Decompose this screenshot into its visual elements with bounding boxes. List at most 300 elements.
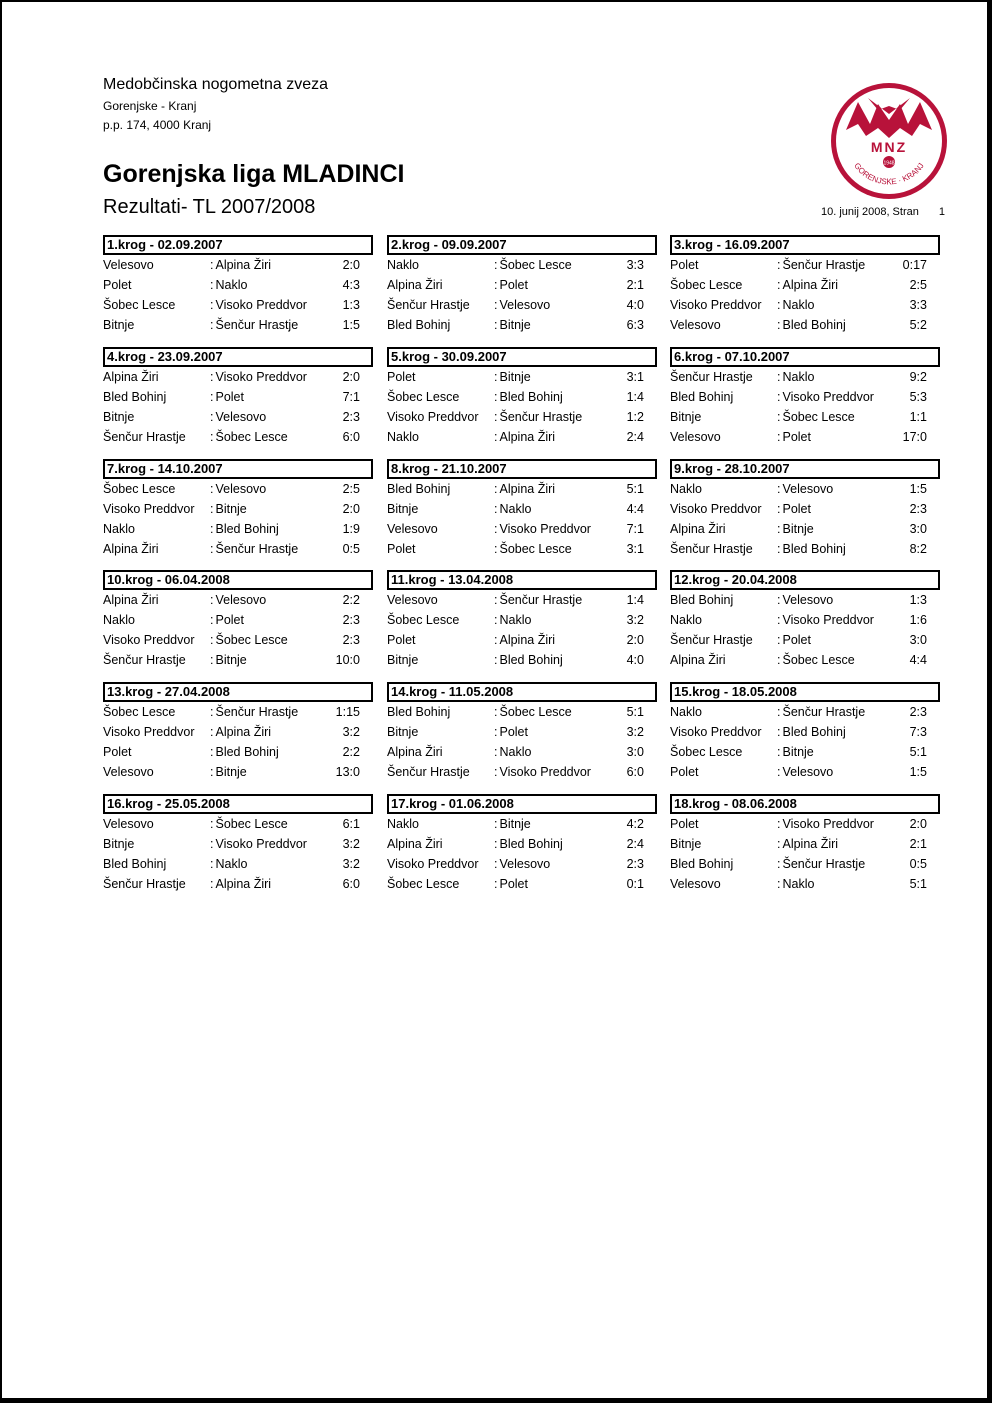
match-row (387, 519, 657, 539)
away-team: : Naklo (494, 610, 531, 630)
match-row (670, 479, 940, 499)
round-block (103, 347, 373, 447)
home-team: Bitnje (387, 502, 419, 516)
away-team: : Šobec Lesce (210, 630, 288, 650)
away-team: : Polet (777, 499, 811, 519)
match-row (387, 407, 657, 427)
match-row (387, 722, 657, 742)
home-team: Bitnje (103, 837, 135, 851)
match-row (387, 427, 657, 447)
round-block (670, 347, 940, 447)
home-team: Šobec Lesce (387, 613, 460, 627)
away-team: : Velesovo (777, 762, 833, 782)
home-team: Alpina Žiri (103, 542, 159, 556)
match-score: 5:1 (626, 705, 644, 719)
away-team: : Velesovo (210, 479, 266, 499)
round-block (670, 794, 940, 894)
away-team: : Bitnje (210, 499, 247, 519)
home-team: Naklo (670, 705, 702, 719)
home-team: Alpina Žiri (670, 653, 726, 667)
match-score: 3:2 (342, 725, 360, 739)
away-team: : Polet (494, 275, 528, 295)
match-row (103, 479, 373, 499)
match-score: 2:1 (626, 278, 644, 292)
away-team: : Naklo (777, 874, 814, 894)
home-team: Polet (670, 765, 699, 779)
match-row (387, 874, 657, 894)
round-block (670, 235, 940, 335)
match-score: 5:1 (626, 482, 644, 496)
away-team: : Naklo (494, 499, 531, 519)
home-team: Naklo (387, 430, 419, 444)
home-team: Šenčur Hrastje (103, 430, 186, 444)
round-header: 10.krog - 06.04.2008 (103, 570, 373, 590)
match-score: 17:0 (902, 430, 927, 444)
round-header: 17.krog - 01.06.2008 (387, 794, 657, 814)
match-row (103, 315, 373, 335)
home-team: Šobec Lesce (670, 745, 743, 759)
match-score: 2:5 (342, 482, 360, 496)
league-title: Gorenjska liga MLADINCI (103, 160, 405, 188)
home-team: Bitnje (670, 410, 702, 424)
address-line-1: Gorenjske - Kranj (103, 99, 197, 113)
round-block (387, 570, 657, 670)
match-score: 2:2 (342, 593, 360, 607)
home-team: Naklo (387, 817, 419, 831)
match-score: 2:2 (342, 745, 360, 759)
match-row (670, 874, 940, 894)
away-team: : Polet (777, 630, 811, 650)
match-row (387, 854, 657, 874)
match-row (387, 590, 657, 610)
round-header: 1.krog - 02.09.2007 (103, 235, 373, 255)
match-score: 7:1 (626, 522, 644, 536)
match-score: 0:5 (909, 857, 927, 871)
home-team: Polet (670, 258, 699, 272)
match-row (670, 295, 940, 315)
home-team: Alpina Žiri (387, 278, 443, 292)
match-score: 4:4 (626, 502, 644, 516)
match-score: 3:2 (342, 857, 360, 871)
match-score: 6:0 (626, 765, 644, 779)
away-team: : Bitnje (210, 762, 247, 782)
away-team: : Bitnje (494, 814, 531, 834)
match-score: 2:0 (342, 258, 360, 272)
match-row (387, 255, 657, 275)
away-team: : Naklo (210, 854, 247, 874)
away-team: : Šobec Lesce (494, 702, 572, 722)
logo-text: MNZ (870, 139, 908, 155)
home-team: Alpina Žiri (670, 522, 726, 536)
away-team: : Alpina Žiri (494, 630, 555, 650)
home-team: Šobec Lesce (670, 278, 743, 292)
match-score: 1:4 (626, 390, 644, 404)
match-row (387, 650, 657, 670)
home-team: Bitnje (103, 410, 135, 424)
home-team: Polet (103, 745, 132, 759)
match-score: 3:0 (909, 522, 927, 536)
home-team: Bled Bohinj (670, 390, 734, 404)
home-team: Šobec Lesce (387, 390, 460, 404)
match-score: 3:2 (626, 725, 644, 739)
home-team: Naklo (103, 522, 135, 536)
round-header: 18.krog - 08.06.2008 (670, 794, 940, 814)
page-number: 1 (938, 206, 945, 218)
match-score: 4:2 (626, 817, 644, 831)
match-score: 1:5 (909, 765, 927, 779)
round-block (103, 570, 373, 670)
match-row (103, 590, 373, 610)
match-row (103, 630, 373, 650)
match-row (670, 255, 940, 275)
away-team: : Velesovo (210, 590, 266, 610)
away-team: : Bled Bohinj (210, 742, 279, 762)
match-row (670, 407, 940, 427)
away-team: : Polet (210, 610, 244, 630)
home-team: Polet (670, 817, 699, 831)
match-row (387, 295, 657, 315)
match-row (103, 387, 373, 407)
home-team: Visoko Preddvor (670, 502, 762, 516)
match-score: 1:3 (342, 298, 360, 312)
home-team: Bled Bohinj (103, 857, 167, 871)
round-block (670, 682, 940, 782)
away-team: : Bled Bohinj (494, 650, 563, 670)
away-team: : Visoko Preddvor (210, 367, 307, 387)
round-block (387, 794, 657, 894)
match-score: 3:1 (626, 370, 644, 384)
match-score: 2:0 (342, 502, 360, 516)
away-team: : Visoko Preddvor (777, 610, 874, 630)
away-team: : Šenčur Hrastje (494, 407, 582, 427)
match-row (387, 387, 657, 407)
home-team: Šobec Lesce (387, 877, 460, 891)
away-team: : Šenčur Hrastje (777, 702, 865, 722)
home-team: Visoko Preddvor (670, 725, 762, 739)
match-score: 2:5 (909, 278, 927, 292)
match-score: 2:3 (626, 857, 644, 871)
home-team: Šenčur Hrastje (670, 542, 753, 556)
match-row (103, 702, 373, 722)
round-header: 14.krog - 11.05.2008 (387, 682, 657, 702)
round-block (670, 570, 940, 670)
round-block (387, 347, 657, 447)
away-team: : Velesovo (210, 407, 266, 427)
logo-ring-text: GORENJSKE · KRANJ (852, 161, 926, 187)
match-score: 3:2 (342, 837, 360, 851)
match-score: 1:1 (909, 410, 927, 424)
away-team: : Bled Bohinj (777, 722, 846, 742)
away-team: : Šobec Lesce (210, 814, 288, 834)
round-header: 16.krog - 25.05.2008 (103, 794, 373, 814)
round-header: 12.krog - 20.04.2008 (670, 570, 940, 590)
home-team: Šobec Lesce (103, 298, 176, 312)
home-team: Alpina Žiri (103, 370, 159, 384)
away-team: : Šobec Lesce (494, 539, 572, 559)
match-score: 1:15 (335, 705, 360, 719)
match-score: 6:1 (342, 817, 360, 831)
home-team: Visoko Preddvor (103, 633, 195, 647)
match-score: 2:3 (342, 633, 360, 647)
away-team: : Velesovo (777, 590, 833, 610)
match-score: 2:3 (342, 410, 360, 424)
away-team: : Šenčur Hrastje (494, 590, 582, 610)
away-team: : Polet (494, 722, 528, 742)
round-header: 4.krog - 23.09.2007 (103, 347, 373, 367)
home-team: Velesovo (387, 522, 438, 536)
home-team: Bled Bohinj (103, 390, 167, 404)
match-row (670, 367, 940, 387)
home-team: Bitnje (387, 653, 419, 667)
match-row (670, 315, 940, 335)
home-team: Polet (387, 633, 416, 647)
match-score: 5:2 (909, 318, 927, 332)
match-score: 1:3 (909, 593, 927, 607)
match-row (103, 407, 373, 427)
home-team: Naklo (103, 613, 135, 627)
away-team: : Polet (777, 427, 811, 447)
match-score: 2:4 (626, 837, 644, 851)
round-block (103, 794, 373, 894)
match-row (670, 814, 940, 834)
organization-name: Medobčinska nogometna zveza (103, 76, 329, 93)
match-row (670, 519, 940, 539)
home-team: Visoko Preddvor (103, 725, 195, 739)
match-score: 1:4 (626, 593, 644, 607)
match-row (103, 519, 373, 539)
round-header: 7.krog - 14.10.2007 (103, 459, 373, 479)
match-row (670, 387, 940, 407)
match-score: 2:0 (342, 370, 360, 384)
match-row (670, 702, 940, 722)
match-row (670, 742, 940, 762)
match-row (387, 479, 657, 499)
away-team: : Šobec Lesce (777, 407, 855, 427)
away-team: : Alpina Žiri (210, 255, 271, 275)
match-row (670, 539, 940, 559)
away-team: : Šobec Lesce (494, 255, 572, 275)
away-team: : Bitnje (494, 315, 531, 335)
round-block (103, 459, 373, 559)
home-team: Šenčur Hrastje (670, 370, 753, 384)
home-team: Naklo (670, 613, 702, 627)
away-team: : Šenčur Hrastje (210, 702, 298, 722)
round-header: 8.krog - 21.10.2007 (387, 459, 657, 479)
home-team: Bitnje (670, 837, 702, 851)
match-row (103, 610, 373, 630)
round-header: 2.krog - 09.09.2007 (387, 235, 657, 255)
home-team: Bled Bohinj (387, 482, 451, 496)
match-row (103, 814, 373, 834)
round-header: 5.krog - 30.09.2007 (387, 347, 657, 367)
match-row (670, 834, 940, 854)
match-score: 0:5 (342, 542, 360, 556)
match-row (387, 834, 657, 854)
print-info (821, 206, 945, 218)
match-score: 13:0 (335, 765, 360, 779)
away-team: : Bled Bohinj (777, 539, 846, 559)
away-team: : Naklo (777, 367, 814, 387)
home-team: Bled Bohinj (387, 318, 451, 332)
match-row (670, 722, 940, 742)
home-team: Šobec Lesce (103, 482, 176, 496)
match-row (103, 295, 373, 315)
match-score: 7:3 (909, 725, 927, 739)
match-score: 0:1 (626, 877, 644, 891)
match-score: 4:0 (626, 298, 644, 312)
away-team: : Visoko Preddvor (210, 295, 307, 315)
home-team: Velesovo (103, 765, 154, 779)
away-team: : Visoko Preddvor (494, 762, 591, 782)
away-team: : Bitnje (777, 742, 814, 762)
match-row (670, 427, 940, 447)
round-block (670, 459, 940, 559)
match-row (103, 834, 373, 854)
match-score: 2:4 (626, 430, 644, 444)
away-team: : Šenčur Hrastje (777, 854, 865, 874)
home-team: Bitnje (387, 725, 419, 739)
home-team: Bitnje (103, 318, 135, 332)
away-team: : Visoko Preddvor (494, 519, 591, 539)
round-block (387, 682, 657, 782)
round-block (103, 235, 373, 335)
match-score: 1:5 (909, 482, 927, 496)
round-header: 6.krog - 07.10.2007 (670, 347, 940, 367)
away-team: : Alpina Žiri (777, 834, 838, 854)
away-team: : Alpina Žiri (494, 427, 555, 447)
match-score: 5:1 (909, 745, 927, 759)
home-team: Bled Bohinj (670, 593, 734, 607)
match-row (387, 702, 657, 722)
away-team: : Naklo (494, 742, 531, 762)
match-score: 2:0 (909, 817, 927, 831)
away-team: : Bled Bohinj (210, 519, 279, 539)
home-team: Polet (387, 542, 416, 556)
match-score: 0:17 (902, 258, 927, 272)
home-team: Visoko Preddvor (103, 502, 195, 516)
away-team: : Šenčur Hrastje (210, 539, 298, 559)
match-row (387, 499, 657, 519)
home-team: Visoko Preddvor (387, 857, 479, 871)
home-team: Alpina Žiri (387, 837, 443, 851)
match-row (103, 650, 373, 670)
match-score: 1:9 (342, 522, 360, 536)
home-team: Velesovo (670, 430, 721, 444)
home-team: Šenčur Hrastje (387, 765, 470, 779)
away-team: : Bled Bohinj (494, 387, 563, 407)
round-header: 13.krog - 27.04.2008 (103, 682, 373, 702)
match-row (103, 275, 373, 295)
home-team: Polet (387, 370, 416, 384)
results-subtitle: Rezultati- TL 2007/2008 (103, 196, 316, 218)
match-row (387, 742, 657, 762)
away-team: : Alpina Žiri (777, 275, 838, 295)
match-row (387, 814, 657, 834)
home-team: Visoko Preddvor (387, 410, 479, 424)
home-team: Šenčur Hrastje (387, 298, 470, 312)
home-team: Šenčur Hrastje (103, 653, 186, 667)
match-row (387, 630, 657, 650)
away-team: : Velesovo (494, 854, 550, 874)
away-team: : Naklo (777, 295, 814, 315)
home-team: Bled Bohinj (387, 705, 451, 719)
match-row (103, 722, 373, 742)
away-team: : Bitnje (494, 367, 531, 387)
match-score: 6:3 (626, 318, 644, 332)
match-score: 2:3 (909, 502, 927, 516)
match-row (103, 854, 373, 874)
logo-badge: 1948 (883, 160, 895, 167)
match-score: 3:0 (626, 745, 644, 759)
match-score: 2:3 (909, 705, 927, 719)
match-row (103, 367, 373, 387)
match-score: 1:6 (909, 613, 927, 627)
match-score: 7:1 (342, 390, 360, 404)
match-row (670, 275, 940, 295)
away-team: : Bled Bohinj (777, 315, 846, 335)
match-score: 9:2 (909, 370, 927, 384)
match-row (387, 762, 657, 782)
match-row (103, 742, 373, 762)
match-row (387, 539, 657, 559)
round-block (387, 459, 657, 559)
match-score: 10:0 (335, 653, 360, 667)
home-team: Velesovo (387, 593, 438, 607)
round-block (103, 682, 373, 782)
away-team: : Alpina Žiri (210, 874, 271, 894)
match-score: 4:4 (909, 653, 927, 667)
match-row (103, 427, 373, 447)
match-row (103, 874, 373, 894)
match-score: 1:5 (342, 318, 360, 332)
home-team: Velesovo (670, 318, 721, 332)
away-team: : Šenčur Hrastje (210, 315, 298, 335)
away-team: : Šobec Lesce (777, 650, 855, 670)
match-row (670, 630, 940, 650)
home-team: Velesovo (103, 258, 154, 272)
away-team: : Alpina Žiri (494, 479, 555, 499)
match-score: 6:0 (342, 877, 360, 891)
match-score: 2:0 (626, 633, 644, 647)
match-score: 3:3 (909, 298, 927, 312)
round-header: 11.krog - 13.04.2008 (387, 570, 657, 590)
match-score: 3:2 (626, 613, 644, 627)
match-score: 3:1 (626, 542, 644, 556)
match-row (103, 762, 373, 782)
match-score: 6:0 (342, 430, 360, 444)
match-score: 3:0 (909, 633, 927, 647)
away-team: : Polet (210, 387, 244, 407)
match-score: 2:1 (909, 837, 927, 851)
match-row (103, 539, 373, 559)
address-line-2: p.p. 174, 4000 Kranj (103, 118, 212, 132)
match-row (670, 762, 940, 782)
away-team: : Polet (494, 874, 528, 894)
home-team: Visoko Preddvor (670, 298, 762, 312)
away-team: : Visoko Preddvor (777, 814, 874, 834)
match-score: 4:3 (342, 278, 360, 292)
away-team: : Bled Bohinj (494, 834, 563, 854)
home-team: Šenčur Hrastje (670, 633, 753, 647)
match-row (387, 367, 657, 387)
round-header: 9.krog - 28.10.2007 (670, 459, 940, 479)
match-row (103, 499, 373, 519)
match-row (103, 255, 373, 275)
away-team: : Bitnje (777, 519, 814, 539)
print-date: 10. junij 2008, Stran (821, 206, 919, 218)
match-row (387, 610, 657, 630)
round-header: 3.krog - 16.09.2007 (670, 235, 940, 255)
